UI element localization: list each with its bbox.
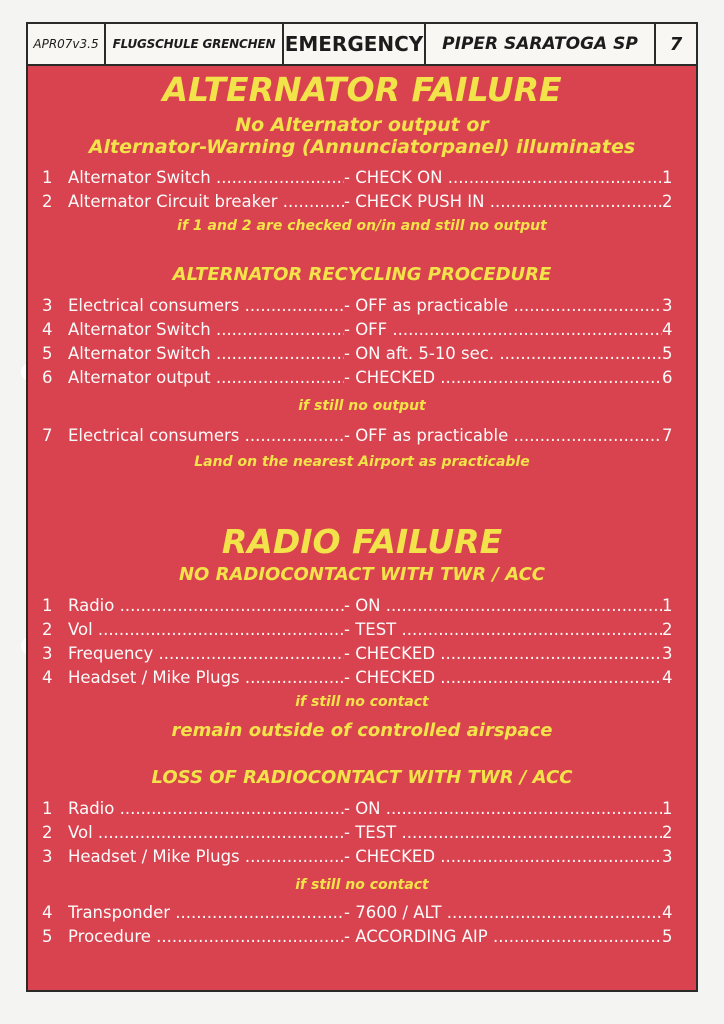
step-action: - OFF as practicable ..... xyxy=(344,296,662,315)
radio-checklist xyxy=(28,594,696,690)
loss-checklist xyxy=(28,797,696,869)
final-radio-checklist xyxy=(28,901,696,949)
step-label: Headset / Mike Plugs ..... xyxy=(68,668,344,687)
radio-subtitle: NO RADIOCONTACT WITH TWR / ACC xyxy=(178,564,545,585)
school-name: FLUGSCHULE GRENCHEN xyxy=(106,24,284,64)
step-number: 2 xyxy=(42,192,53,211)
step-number: 1 xyxy=(42,168,53,187)
step-action: - ON aft. 5-10 sec. ..... xyxy=(344,344,662,363)
checklist-row xyxy=(28,901,696,925)
document-code: APR07v3.5 xyxy=(28,24,106,64)
radio-note-2: if still no contact xyxy=(295,877,429,893)
step-end-number: 2 xyxy=(662,823,673,842)
checklist-row xyxy=(28,642,696,666)
step-end-number: 2 xyxy=(662,620,673,639)
step-number: 3 xyxy=(42,644,53,663)
step-action: - CHECK ON ..... xyxy=(344,168,662,187)
checklist-row xyxy=(28,666,696,690)
checklist-row xyxy=(28,294,696,318)
aircraft-name: PIPER SARATOGA SP xyxy=(426,24,656,64)
checklist-row xyxy=(28,925,696,949)
step-number: 5 xyxy=(42,344,53,363)
checklist-row xyxy=(28,594,696,618)
step-action: - 7600 / ALT ..... xyxy=(344,903,662,922)
alternator-checklist xyxy=(28,166,696,214)
step-label: Electrical consumers ..... xyxy=(68,296,344,315)
step-label: Alternator Circuit breaker ..... xyxy=(68,192,344,211)
alternator-note-2: if still no output xyxy=(298,398,426,414)
alternator-note-1: if 1 and 2 are checked on/in and still no output xyxy=(177,218,547,234)
checklist-page xyxy=(26,22,698,992)
step-label: Headset / Mike Plugs ..... xyxy=(68,847,344,866)
step-end-number: 3 xyxy=(662,644,673,663)
step-end-number: 4 xyxy=(662,903,673,922)
step-end-number: 1 xyxy=(662,596,673,615)
step-end-number: 1 xyxy=(662,799,673,818)
step-number: 4 xyxy=(42,903,53,922)
step-number: 5 xyxy=(42,927,53,946)
step-number: 3 xyxy=(42,296,53,315)
step-end-number: 3 xyxy=(662,296,673,315)
step-number: 2 xyxy=(42,620,53,639)
checklist-row xyxy=(28,166,696,190)
step-number: 2 xyxy=(42,823,53,842)
step-action: - CHECKED ..... xyxy=(344,368,662,387)
step-action: - CHECK PUSH IN ..... xyxy=(344,192,662,211)
step-number: 7 xyxy=(42,426,53,445)
step-end-number: 4 xyxy=(662,668,673,687)
step-end-number: 5 xyxy=(662,927,673,946)
step-number: 1 xyxy=(42,596,53,615)
step-end-number: 3 xyxy=(662,847,673,866)
step-number: 4 xyxy=(42,320,53,339)
checklist-row xyxy=(28,424,696,448)
remain-outside-airspace: remain outside of controlled airspace xyxy=(171,720,553,741)
checklist-content xyxy=(28,66,696,949)
step-label: Alternator Switch ..... xyxy=(68,344,344,363)
step-number: 4 xyxy=(42,668,53,687)
step-end-number: 4 xyxy=(662,320,673,339)
step-end-number: 6 xyxy=(662,368,673,387)
checklist-row xyxy=(28,821,696,845)
loss-of-radiocontact-title: LOSS OF RADIOCONTACT WITH TWR / ACC xyxy=(151,767,573,788)
recycling-checklist xyxy=(28,294,696,390)
step-action: - CHECKED ..... xyxy=(344,644,662,663)
step-action: - OFF ..... xyxy=(344,320,662,339)
checklist-row xyxy=(28,845,696,869)
step-label: Vol ..... xyxy=(68,620,344,639)
radio-failure-title: RADIO FAILURE xyxy=(221,522,503,561)
step-label: Electrical consumers ..... xyxy=(68,426,344,445)
step-number: 3 xyxy=(42,847,53,866)
page-number: 7 xyxy=(669,33,683,55)
step-action: - TEST ..... xyxy=(344,823,662,842)
step-number: 1 xyxy=(42,799,53,818)
step-action: - CHECKED ..... xyxy=(344,847,662,866)
step-label: Vol ..... xyxy=(68,823,344,842)
alternator-failure-title: ALTERNATOR FAILURE xyxy=(162,70,562,109)
step-label: Alternator Switch ..... xyxy=(68,168,344,187)
step-number: 6 xyxy=(42,368,53,387)
step-end-number: 5 xyxy=(662,344,673,363)
alternator-subtitle-2: Alternator-Warning (Annunciatorpanel) illuminates xyxy=(88,136,636,158)
checklist-row xyxy=(28,797,696,821)
step-label: Procedure ..... xyxy=(68,927,344,946)
step-label: Alternator Switch ..... xyxy=(68,320,344,339)
alternator-note-3: Land on the nearest Airport as practicable xyxy=(194,454,530,470)
step-label: Frequency ..... xyxy=(68,644,344,663)
recycling-procedure-title: ALTERNATOR RECYCLING PROCEDURE xyxy=(172,264,552,285)
step-label: Radio ..... xyxy=(68,596,344,615)
step-end-number: 7 xyxy=(662,426,673,445)
step-action: - OFF as practicable ..... xyxy=(344,426,662,445)
radio-note-1: if still no contact xyxy=(295,694,429,710)
page-header xyxy=(28,24,696,66)
step-action: - TEST ..... xyxy=(344,620,662,639)
checklist-row xyxy=(28,190,696,214)
checklist-row xyxy=(28,342,696,366)
step-label: Radio ..... xyxy=(68,799,344,818)
step-label: Alternator output ..... xyxy=(68,368,344,387)
step-action: - ON ..... xyxy=(344,596,662,615)
step-action: - CHECKED ..... xyxy=(344,668,662,687)
section-title: EMERGENCY xyxy=(284,24,426,64)
step-action: - ACCORDING AIP ..... xyxy=(344,927,662,946)
checklist-row xyxy=(28,366,696,390)
alternator-subtitle-1: No Alternator output or xyxy=(235,114,489,136)
step-end-number: 1 xyxy=(662,168,673,187)
checklist-row xyxy=(28,318,696,342)
step-action: - ON ..... xyxy=(344,799,662,818)
checklist-row xyxy=(28,618,696,642)
step-end-number: 2 xyxy=(662,192,673,211)
step-label: Transponder ..... xyxy=(68,903,344,922)
